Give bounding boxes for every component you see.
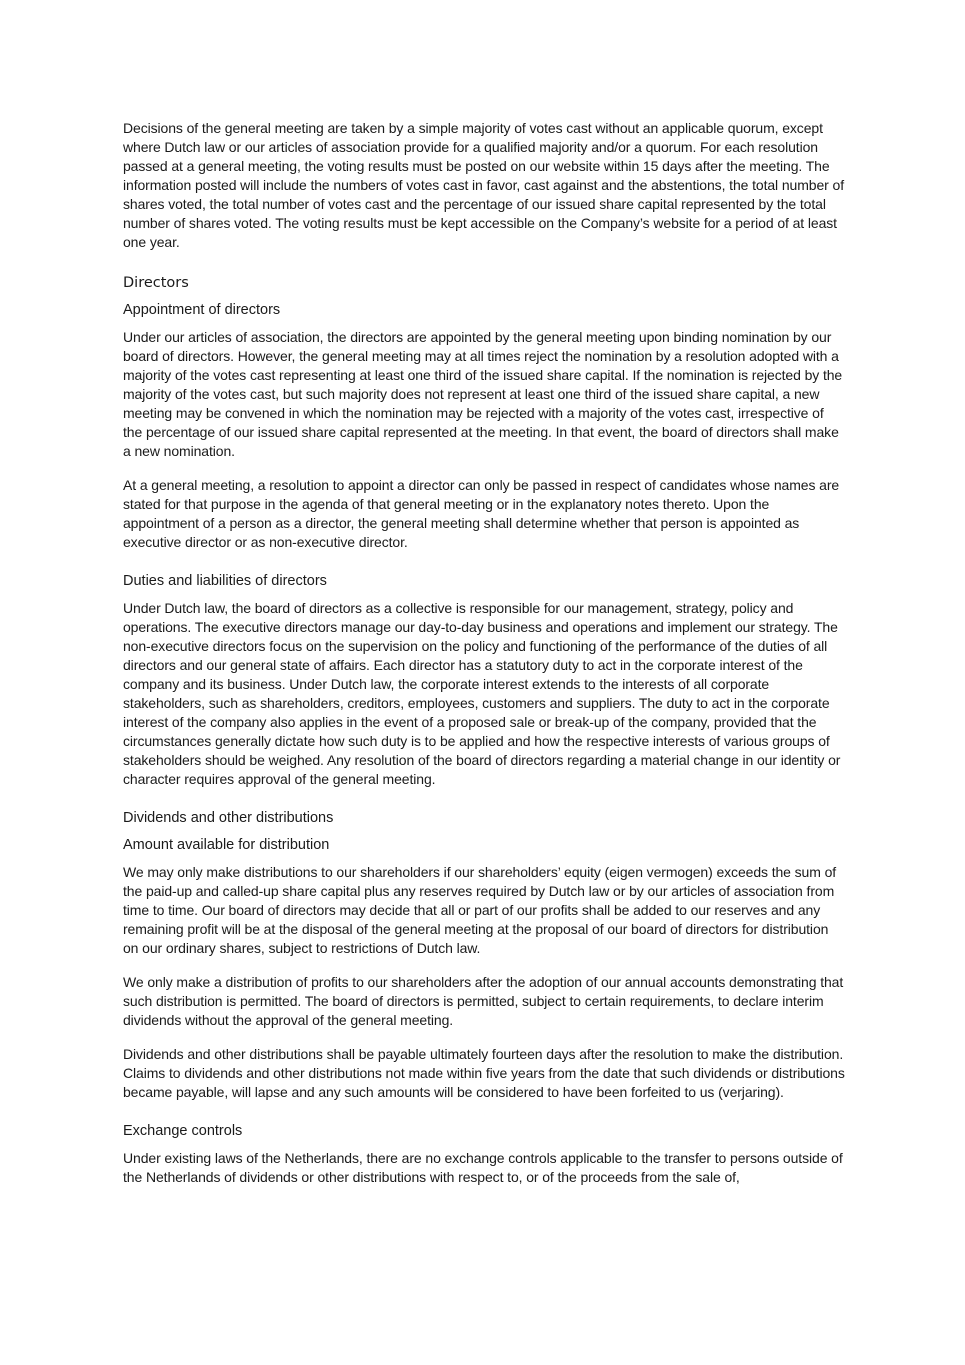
subheading-duties-of-directors: Duties and liabilities of directors bbox=[123, 573, 327, 589]
paragraph-exchange-controls: Under existing laws of the Netherlands, there are no exchange controls applicable to the transfer to persons outside of the Netherlands of dividends or other distributions with respect to, or of the proceeds from the sale of, bbox=[123, 1150, 843, 1185]
subheading-amount-available: Amount available for distribution bbox=[123, 837, 330, 853]
paragraph-duties: Under Dutch law, the board of directors as a collective is responsible for our management, strategy, policy and operations. The executive directors manage our day-to-day business and operations and implement our strategy. The non-executive directors focus on the supervision on the policy and functioning of the performance of the duties of all directors and our general state of affairs. Each director has a statutory duty to act in the corporate interest of the company and its business. Under Dutch law, the corporate interest extends to the interests of all corporate stakeholders, such as shareholders, creditors, employees, customers and suppliers. The duty to act in the corporate interest of the company also applies in the event of a proposed sale or break-up of the company, provided that the circumstances generally dictate how such duty is to be applied and how the respective interests of various groups of stakeholders should be weighed. Any resolution of the board of directors regarding a material change in our identity or character requires approval of the general meeting. bbox=[123, 600, 841, 787]
paragraph-voting-results: Decisions of the general meeting are taken by a simple majority of votes cast without an applicable quorum, except where Dutch law or our articles of association provide for a qualified majority and/or a quorum. For each resolution passed at a general meeting, the voting results must be posted on our website within 15 days after the meeting. The information posted will include the numbers of votes cast in favor, cast against and the abstentions, the total number of shares voted, the total number of votes cast and the percentage of our issued share capital represented by the total number of shares voted. The voting results must be kept accessible on the Company’s website for a period of at least one year. bbox=[123, 120, 844, 250]
paragraph-dividends-1: We may only make distributions to our shareholders if our shareholders’ equity (eigen vermogen) exceeds the sum of the paid-up and called-up share capital plus any reserves required by Dutch law or by our articles of association from time to time. Our board of directors may decide that all or part of our profits shall be added to our reserves and any remaining profit will be at the disposal of the general meeting at the proposal of our board of directors for distribution on our ordinary shares, subject to restrictions of Dutch law. bbox=[123, 864, 837, 956]
paragraph-dividends-2: We only make a distribution of profits to our shareholders after the adoption of our annual accounts demonstrating that such distribution is permitted. The board of directors is permitted, subject to certain requirements, to declare interim dividends without the approval of the general meeting. bbox=[123, 974, 844, 1028]
section-heading-dividends: Dividends and other distributions bbox=[123, 810, 334, 826]
document-page bbox=[123, 119, 845, 1202]
paragraph-appointment-2: At a general meeting, a resolution to appoint a director can only be passed in respect of candidates whose names are stated for that purpose in the agenda of that general meeting or in the explanatory notes thereto. Upon the appointment of a person as a director, the general meeting shall determine whether that person is appointed as executive director or as non-executive director. bbox=[123, 477, 840, 550]
subheading-appointment-of-directors: Appointment of directors bbox=[123, 302, 281, 318]
section-heading-directors: Directors bbox=[123, 275, 189, 291]
section-heading-exchange-controls: Exchange controls bbox=[123, 1123, 243, 1139]
paragraph-appointment-1: Under our articles of association, the directors are appointed by the general meeting upon binding nomination by our board of directors. However, the general meeting may at all times reject the nomination by a resolution adopted with a majority of the votes cast representing at least one third of the issued share capital. If the nomination is rejected by the majority of the votes cast, but such majority does not represent at least one third of the issued share capital, a new meeting may be convened in which the nomination may be rejected with a majority of the votes cast, irrespective of the percentage of our issued share capital represented at the meeting. In that event, the board of directors shall make a new nomination. bbox=[123, 329, 843, 459]
paragraph-dividends-3: Dividends and other distributions shall be payable ultimately fourteen days after the resolution to make the distribution. Claims to dividends and other distributions not made within five years from the date that such dividends or distributions became payable, will lapse and any such amounts will be considered to have been forfeited to us (verjaring). bbox=[123, 1046, 845, 1100]
